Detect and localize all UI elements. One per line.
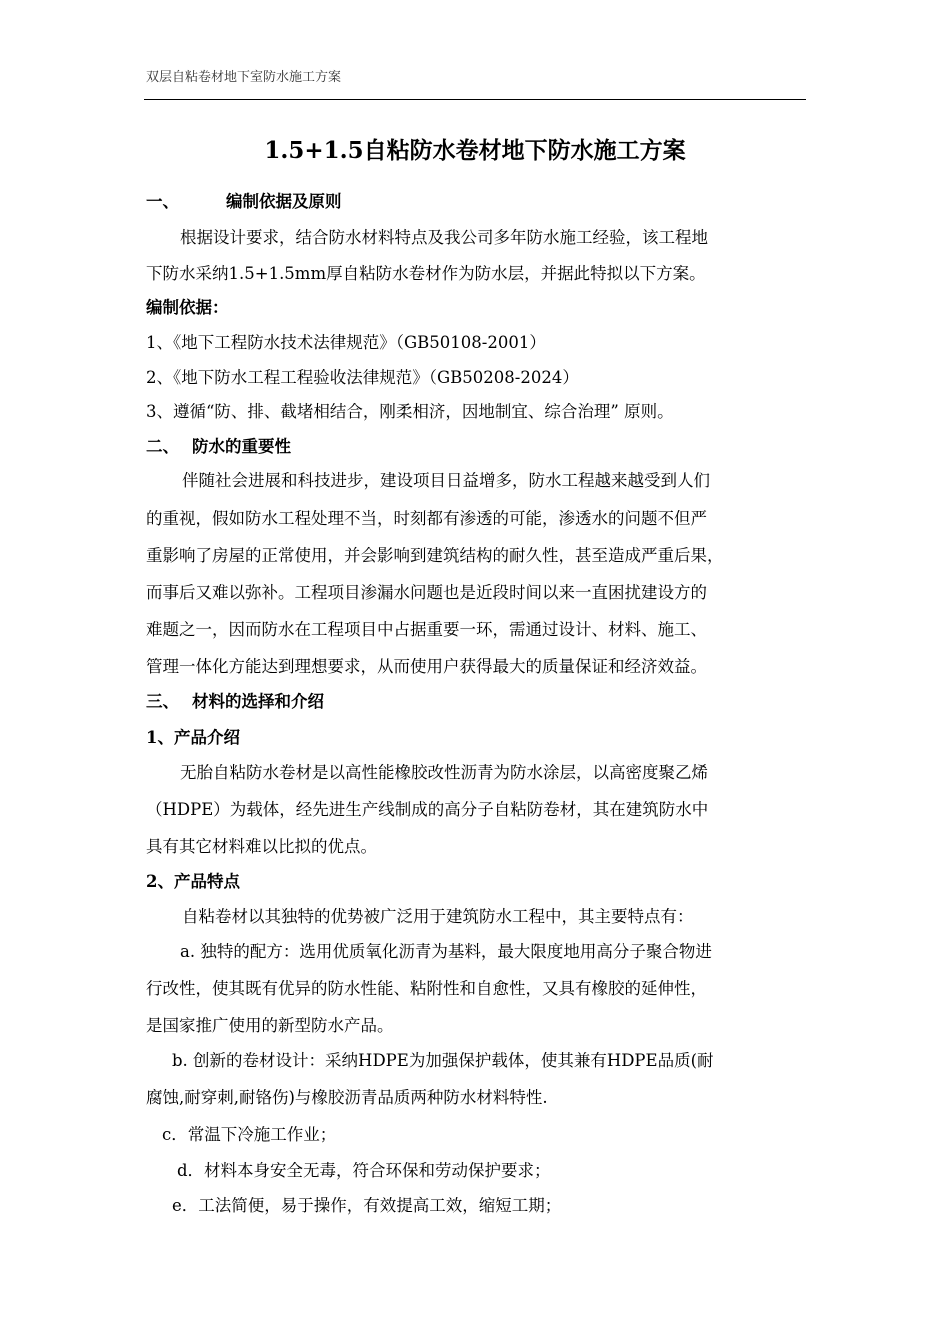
header-divider xyxy=(144,99,806,100)
feature-item: d．材料本身安全无毒，符合环保和劳动保护要求； xyxy=(177,1161,551,1180)
feature-item: e．工法简便，易于操作，有效提高工效，缩短工期； xyxy=(172,1196,562,1215)
paragraph-line: （HDPE）为载体，经先进生产线制成的高分子自粘防卷材，其在建筑防水中 xyxy=(146,800,709,819)
paragraph-line: 重影响了房屋的正常使用，并会影响到建筑结构的耐久性，甚至造成严重后果， xyxy=(146,546,724,565)
section-heading-1 xyxy=(146,191,342,213)
section-number: 一、 xyxy=(146,192,179,211)
paragraph-line: 根据设计要求，结合防水材料特点及我公司多年防水施工经验，该工程地 xyxy=(180,228,708,247)
feature-item: 是国家推广使用的新型防水产品。 xyxy=(146,1016,394,1035)
section-heading-2 xyxy=(146,436,291,458)
paragraph-line: 具有其它材料难以比拟的优点。 xyxy=(146,837,377,856)
section-number: 二、 xyxy=(146,437,179,456)
feature-item: c．常温下冷施工作业； xyxy=(162,1125,337,1144)
paragraph-line: 而事后又难以弥补。工程项目渗漏水问题也是近段时间以来一直困扰建设方的 xyxy=(146,583,707,602)
paragraph-line: 的重视，假如防水工程处理不当，时刻都有渗透的可能，渗透水的问题不但严 xyxy=(146,509,707,528)
section-number: 三、 xyxy=(146,692,179,711)
feature-item: b. 创新的卷材设计：采纳HDPE为加强保护载体，使其兼有HDPE品质(耐 xyxy=(172,1051,714,1070)
feature-item: 腐蚀,耐穿刺,耐铬伤)与橡胶沥青品质两种防水材料特性. xyxy=(146,1088,548,1107)
subsection-heading: 1、产品介绍 xyxy=(146,728,240,747)
basis-item: 1、《地下工程防水技术法律规范》（GB50108-2001） xyxy=(146,333,546,352)
section-heading-text: 编制依据及原则 xyxy=(226,192,342,211)
basis-item: 2、《地下防水工程工程验收法律规范》（GB50208-2024） xyxy=(146,368,579,387)
section-heading-3 xyxy=(146,691,324,713)
basis-item: 3、遵循“防、排、截堵相结合，刚柔相济，因地制宜、综合治理” 原则。 xyxy=(146,402,674,421)
basis-label: 编制依据： xyxy=(146,298,229,317)
feature-item: a. 独特的配方：选用优质氧化沥青为基料，最大限度地用高分子聚合物进 xyxy=(180,942,712,961)
feature-item: 行改性，使其既有优异的防水性能、粘附性和自愈性，又具有橡胶的延伸性， xyxy=(146,979,707,998)
paragraph-line: 伴随社会进展和科技进步，建设项目日益增多，防水工程越来越受到人们 xyxy=(182,471,710,490)
paragraph-line: 管理一体化方能达到理想要求，从而使用户获得最大的质量保证和经济效益。 xyxy=(146,657,707,676)
section-heading-text: 材料的选择和介绍 xyxy=(192,692,324,711)
paragraph-line: 下防水采纳1.5+1.5mm厚自粘防水卷材作为防水层，并据此特拟以下方案。 xyxy=(146,264,706,283)
paragraph-line: 难题之一，因而防水在工程项目中占据重要一环，需通过设计、材料、施工、 xyxy=(146,620,707,639)
paragraph-line: 无胎自粘防水卷材是以高性能橡胶改性沥青为防水涂层，以高密度聚乙烯 xyxy=(180,763,708,782)
section-heading-text: 防水的重要性 xyxy=(192,437,291,456)
document-title: 1.5+1.5自粘防水卷材地下防水施工方案 xyxy=(264,137,686,164)
subsection-heading: 2、产品特点 xyxy=(146,872,240,891)
paragraph-line: 自粘卷材以其独特的优势被广泛用于建筑防水工程中，其主要特点有： xyxy=(182,907,694,926)
running-header-title: 双层自粘卷材地下室防水施工方案 xyxy=(146,70,342,85)
